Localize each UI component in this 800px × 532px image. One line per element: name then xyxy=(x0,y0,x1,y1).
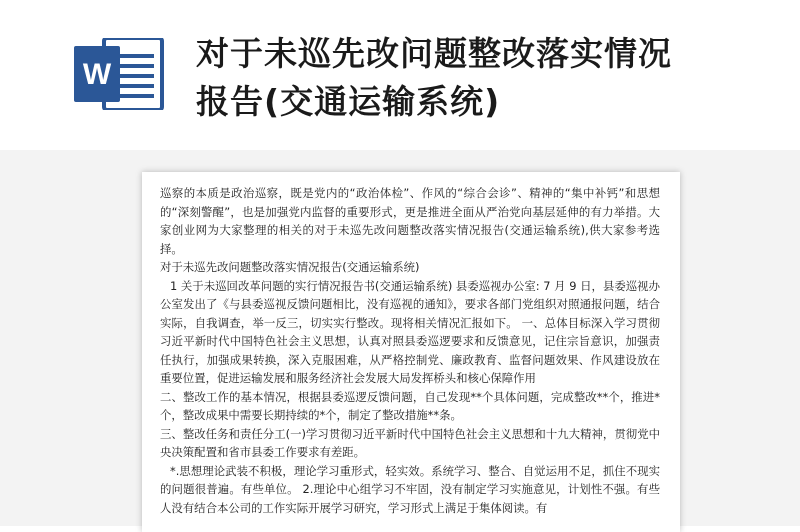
word-icon-letter: W xyxy=(82,58,112,91)
document-header xyxy=(0,0,800,150)
paragraph-report-3: 三、整改任务和责任分工(一)学习贯彻习近平新时代中国特色社会主义思想和十九大精神，贯彻党中央决策配置和省市县委工作要求有差距。 xyxy=(160,426,660,459)
paragraph-heading: 对于未巡先改问题整改落实情况报告(交通运输系统) xyxy=(160,260,420,274)
page-title xyxy=(196,30,786,126)
document-body xyxy=(160,184,660,517)
title-line-1: 对于未巡先改问题整改落实情况 xyxy=(196,34,672,73)
paragraph-report-1: 1 关于未巡回改革问题的实行情况报告书(交通运输系统) 县委巡视办公室: 7 月 9 日，县委巡视办公室发出了《与县委巡视反馈问题相比，没有巡视的通知》，要求各部门党组织对照通报问题，结合实际，自我调查，举一反三，切实实行整改。现将相关情况汇报如下。 一、总体目标深入学习贯彻习近平新时代中国特色社会主义思想，认真对照县委巡逻要求和反馈意见，记住宗旨意识，加强责任执行，加强成果转换，深入克服困难，从严格控制党、廉政教育、监督问题效果、作风建设放在重要位置，促进运输发展和服务经济社会发展大局发挥桥头和核心保障作用 xyxy=(160,278,660,385)
paragraph-report-4: *.思想理论武装不积极，理论学习重形式，轻实效。系统学习、整合、自觉运用不足，抓住不现实的问题很普遍。有些单位。 2.理论中心组学习不牢固，没有制定学习实施意见，计划性不强。有些人没有结合本公司的工作实际开展学习研究，学习形式上满足于集体阅读。有 xyxy=(160,463,660,515)
title-line-2: 报告(交通运输系统) xyxy=(196,82,501,121)
paragraph-report-2: 二、整改工作的基本情况，根据县委巡逻反馈问题，自己发现**个具体问题，完成整改**个，推进*个，整改成果中需要长期持续的*个，制定了整改措施**条。 xyxy=(160,389,660,422)
word-document-icon xyxy=(74,38,166,110)
paragraph-intro: 巡察的本质是政治巡察，既是党内的“政治体检”、作风的“综合会诊”、精神的“集中补钙”和思想的“深刻警醒”，也是加强党内监督的重要形式，更是推进全面从严治党向基层延伸的有力举措。大家创业网为大家整理的相关的对于未巡先改问题整改落实情况报告(交通运输系统),供大家参考选择。 xyxy=(160,186,660,256)
